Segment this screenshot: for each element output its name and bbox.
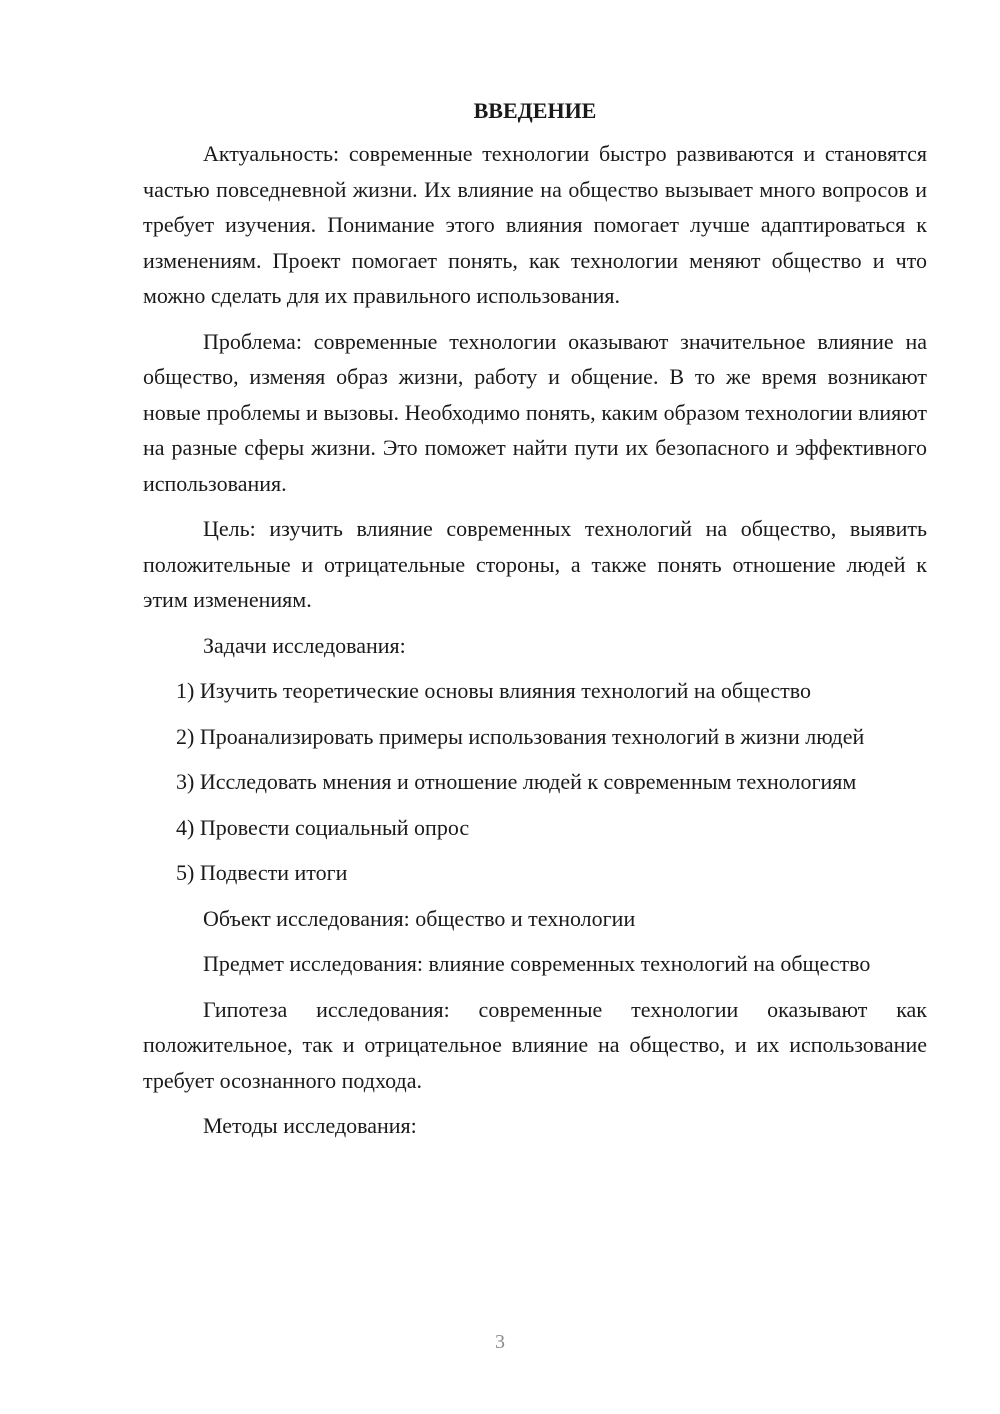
task-item-5: 5) Подвести итоги <box>176 860 348 885</box>
object-paragraph: Объект исследования: общество и технологии <box>203 905 636 931</box>
tasks-heading: Задачи исследования: <box>203 632 406 658</box>
goal-paragraph: Цель: изучить влияние современных технологий на общество, выявить положительные и отрицательные стороны, а также понять отношение людей к этим изменениям. <box>143 516 927 612</box>
page-title: ВВЕДЕНИЕ <box>473 98 597 123</box>
task-item-2: 2) Проанализировать примеры использования технологий в жизни людей <box>176 723 865 749</box>
page-number: 3 <box>495 1331 505 1353</box>
page-content <box>143 93 927 1154</box>
task-item-3: 3) Исследовать мнения и отношение людей к современным технологиям <box>176 769 857 794</box>
methods-heading: Методы исследования: <box>203 1113 417 1138</box>
relevance-paragraph: Актуальность: современные технологии быстро развиваются и становятся частью повседневной жизни. Их влияние на общество вызывает много вопросов и требует изучения. Понимание этого влияния помогает лучше адаптироваться к изменениям. Проект помогает понять, как технологии меняют общество и что можно сделать для их правильного использования. <box>143 141 927 308</box>
problem-paragraph: Проблема: современные технологии оказывают значительное влияние на общество, изменяя образ жизни, работу и общение. В то же время возникают новые проблемы и вызовы. Необходимо понять, каким образом технологии влияют на разные сферы жизни. Это поможет найти пути их безопасного и эффективного использования. <box>143 328 927 496</box>
subject-paragraph: Предмет исследования: влияние современных технологий на общество <box>203 951 871 976</box>
hypothesis-paragraph: Гипотеза исследования: современные технологии оказывают как положительное, так и отрицательное влияние на общество, и их использование требует осознанного подхода. <box>143 996 927 1093</box>
task-item-1: 1) Изучить теоретические основы влияния технологий на общество <box>176 678 811 703</box>
task-item-4: 4) Провести социальный опрос <box>176 814 470 840</box>
